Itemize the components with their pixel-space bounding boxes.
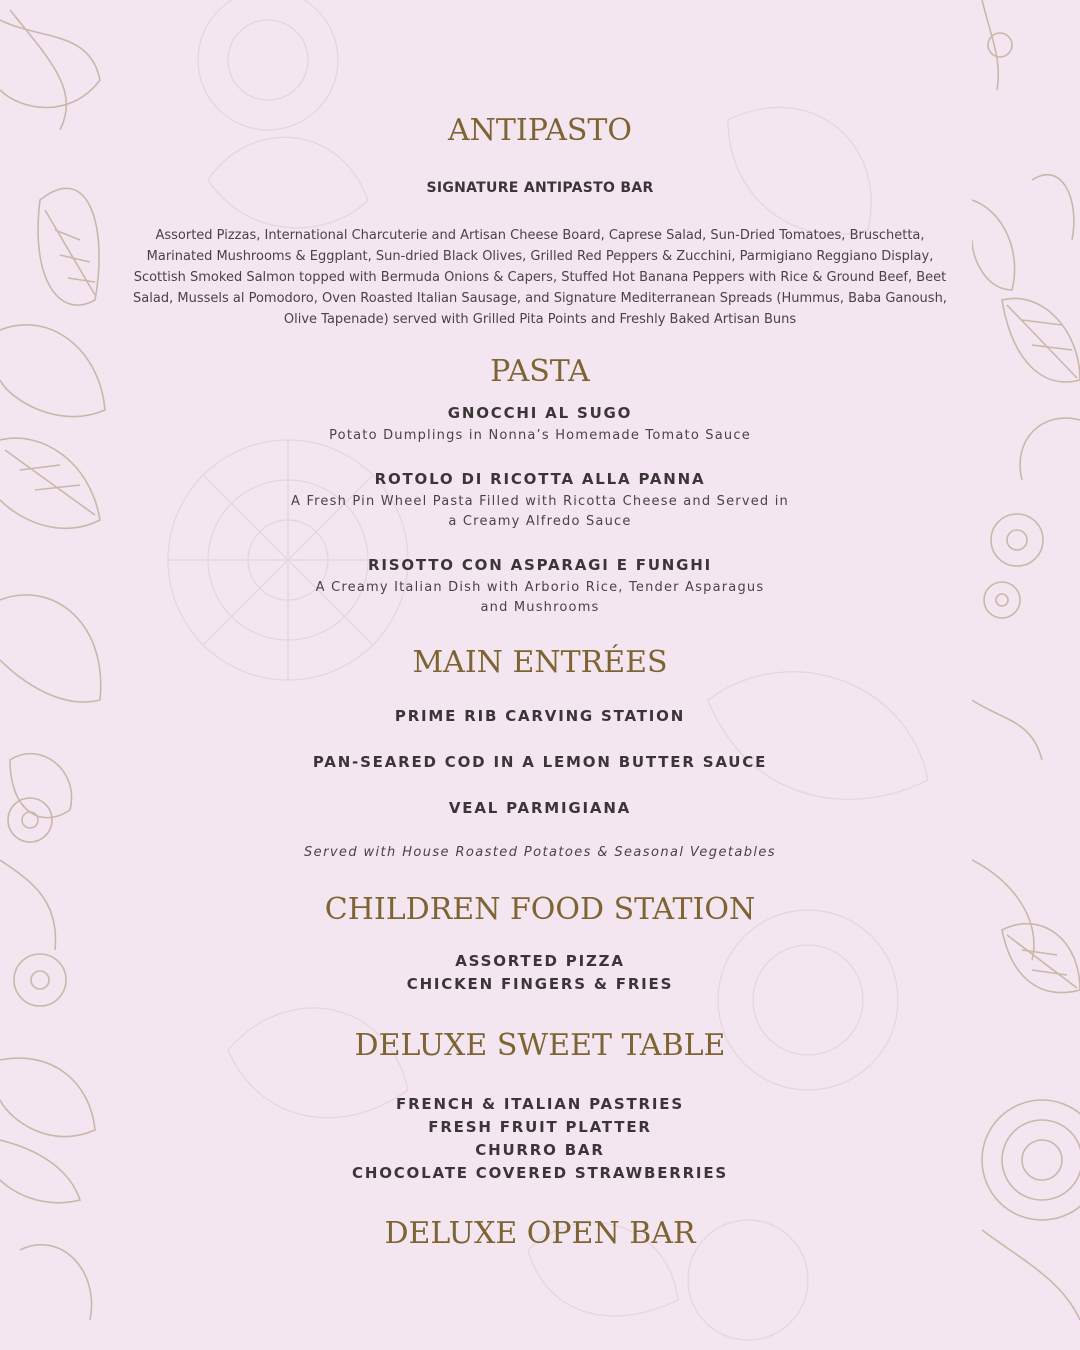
bar-heading: DELUXE OPEN BAR xyxy=(384,1216,696,1251)
sweet-item: FRENCH & ITALIAN PASTRIES xyxy=(396,1095,684,1113)
pasta-item-name: GNOCCHI AL SUGO xyxy=(447,404,633,422)
antipasto-description: Assorted Pizzas, International Charcuterie and Artisan Cheese Board, Caprese Salad, Sun-Dried Tomatoes, Bruschetta, Marinated Mushrooms & Eggplant, Sun-dried Black Olives, Grilled Red Peppers & Zucchini, Parmigiano Reggiano Display, Scottish Smoked Salmon topped with Bermuda Onions & Capers, Stuffed Hot Banana Peppers with Rice & Ground Beef, Beet Salad, Mussels al Pomodoro, Oven Roasted Italian Sausage, and Signature Mediterranean Spreads (Hummus, Baba Ganoush, Olive Tapenade) served with Grilled Pita Points and Freshly Baked Artisan Buns xyxy=(133,228,947,327)
sweet-item: CHURRO BAR xyxy=(475,1141,605,1159)
pasta-item-description: A Creamy Italian Dish with Arborio Rice, Tender Asparagus and Mushrooms xyxy=(315,580,765,615)
sweet-item: FRESH FRUIT PLATTER xyxy=(428,1118,652,1136)
children-heading: CHILDREN FOOD STATION xyxy=(324,892,756,927)
entree-item: VEAL PARMIGIANA xyxy=(448,799,632,817)
pasta-item-description: A Fresh Pin Wheel Pasta Filled with Ricotta Cheese and Served in a Creamy Alfredo Sauce xyxy=(291,494,789,529)
antipasto-heading: ANTIPASTO xyxy=(447,113,633,148)
sweets-heading: DELUXE SWEET TABLE xyxy=(354,1028,726,1063)
entrees-heading: MAIN ENTRÉES xyxy=(412,645,668,680)
entree-item: PRIME RIB CARVING STATION xyxy=(394,707,686,725)
children-item: ASSORTED PIZZA xyxy=(455,952,625,970)
entrees-note: Served with House Roasted Potatoes & Seasonal Vegetables xyxy=(304,845,776,860)
antipasto-subtitle: SIGNATURE ANTIPASTO BAR xyxy=(426,180,654,196)
entree-item: PAN-SEARED COD IN A LEMON BUTTER SAUCE xyxy=(312,753,768,771)
pasta-item-name: RISOTTO CON ASPARAGI E FUNGHI xyxy=(367,556,712,574)
children-item: CHICKEN FINGERS & FRIES xyxy=(406,975,674,993)
pasta-item-description: Potato Dumplings in Nonna’s Homemade Tomato Sauce xyxy=(329,428,751,443)
sweet-item: CHOCOLATE COVERED STRAWBERRIES xyxy=(352,1164,728,1182)
pasta-item-name: ROTOLO DI RICOTTA ALLA PANNA xyxy=(374,470,706,488)
pasta-heading: PASTA xyxy=(490,354,590,389)
